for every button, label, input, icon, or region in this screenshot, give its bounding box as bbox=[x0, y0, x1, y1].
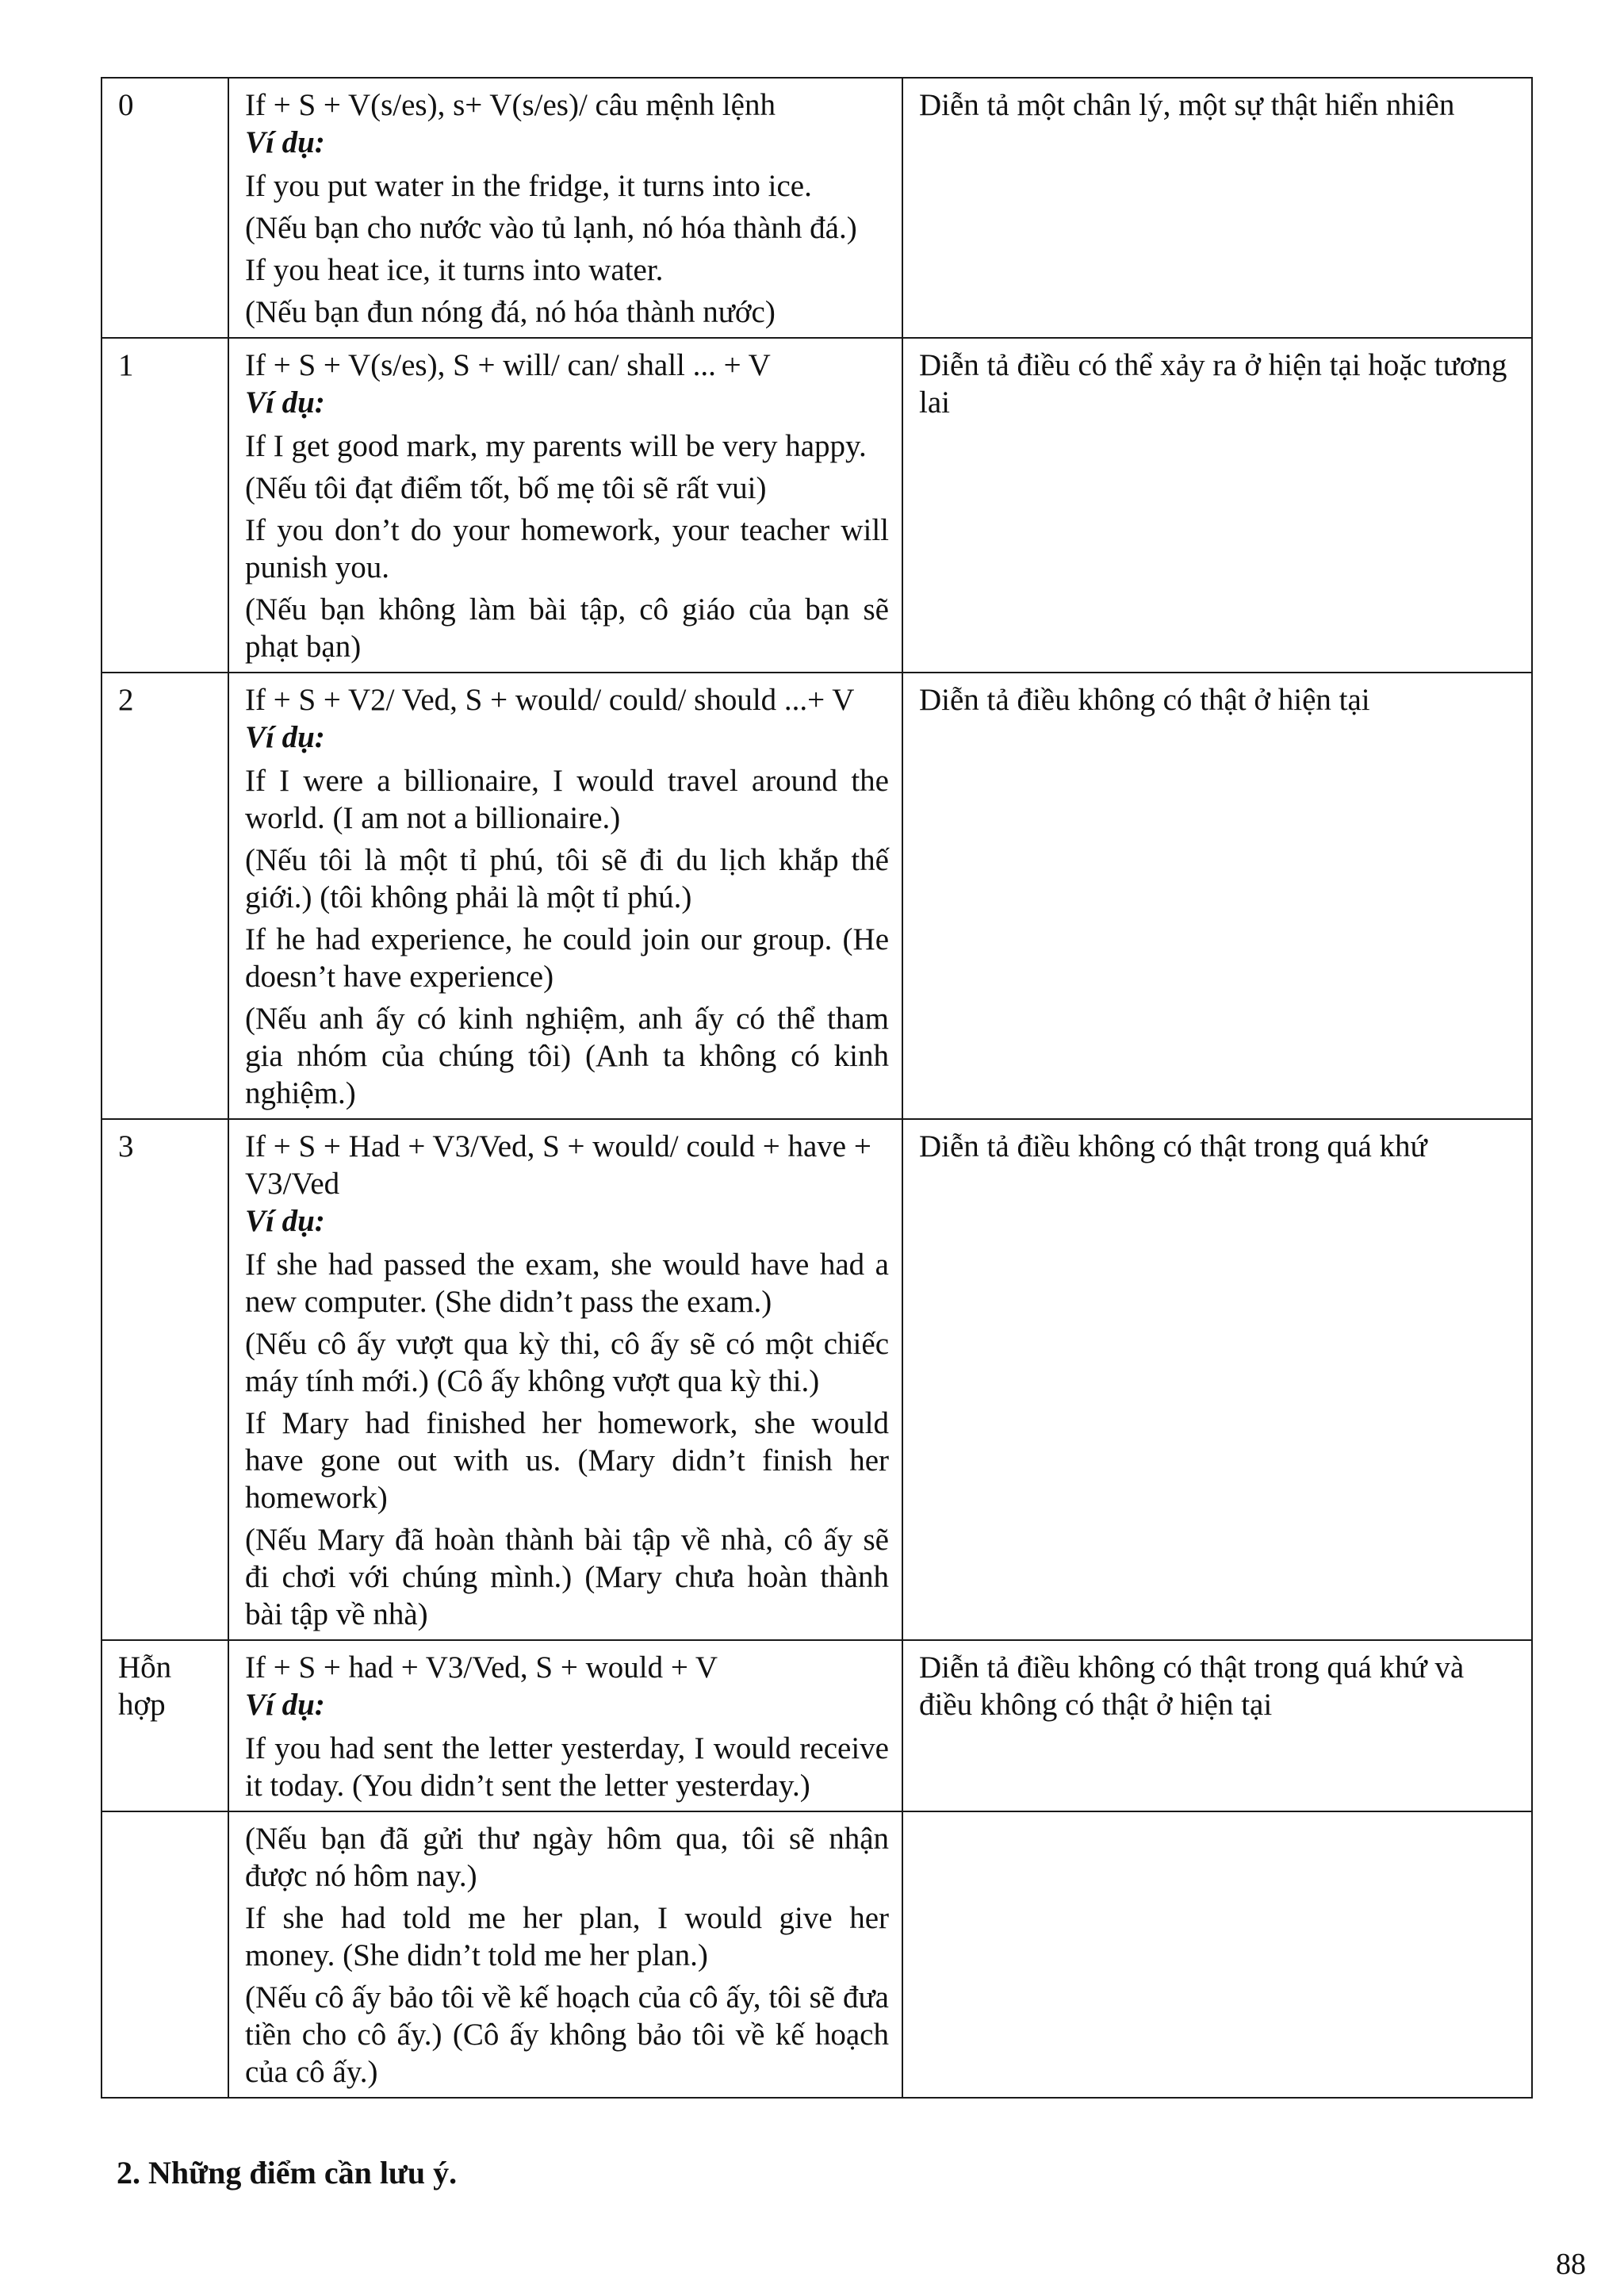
example-sentence: (Nếu Mary đã hoàn thành bài tập về nhà, cô ấy sẽ đi chơi với chúng mình.) (Mary chưa hoàn thành bài tập về nhà) bbox=[245, 1523, 889, 1631]
conditional-table bbox=[101, 77, 1533, 2099]
example-sentence: If you put water in the fridge, it turns into ice. bbox=[245, 169, 812, 203]
example-label: Ví dụ: bbox=[245, 385, 325, 420]
usage-cell: Diễn tả điều không có thật ở hiện tại bbox=[902, 673, 1532, 1119]
example-sentence: If I were a billionaire, I would travel around the world. (I am not a billionaire.) bbox=[245, 764, 889, 835]
example-sentence: (Nếu cô ấy bảo tôi về kế hoạch của cô ấy, tôi sẽ đưa tiền cho cô ấy.) (Cô ấy không bảo tôi về kế hoạch của cô ấy.) bbox=[245, 1980, 889, 2089]
table-row bbox=[102, 338, 1532, 673]
usage-cell: Diễn tả một chân lý, một sự thật hiển nhiên bbox=[902, 78, 1532, 338]
table-row bbox=[102, 1811, 1532, 2098]
type-cell: 1 bbox=[102, 338, 228, 673]
form-cell bbox=[228, 673, 902, 1119]
example-sentence: (Nếu bạn không làm bài tập, cô giáo của bạn sẽ phạt bạn) bbox=[245, 592, 889, 664]
example-sentence: (Nếu cô ấy vượt qua kỳ thi, cô ấy sẽ có một chiếc máy tính mới.) (Cô ấy không vượt qua kỳ thi.) bbox=[245, 1327, 889, 1398]
formula: If + S + V(s/es), S + will/ can/ shall ... + V bbox=[245, 348, 771, 382]
form-cell bbox=[228, 1119, 902, 1640]
example-sentence: If she had passed the exam, she would have had a new computer. (She didn’t pass the exam.) bbox=[245, 1248, 889, 1319]
form-cell bbox=[228, 78, 902, 338]
example-sentence: (Nếu tôi là một tỉ phú, tôi sẽ đi du lịch khắp thế giới.) (tôi không phải là một tỉ phú.) bbox=[245, 843, 889, 914]
type-cell: 3 bbox=[102, 1119, 228, 1640]
example-sentence: (Nếu tôi đạt điểm tốt, bố mẹ tôi sẽ rất vui) bbox=[245, 471, 767, 505]
example-sentence: If you don’t do your homework, your teacher will punish you. bbox=[245, 513, 889, 585]
table-row bbox=[102, 1119, 1532, 1640]
example-sentence: (Nếu bạn đã gửi thư ngày hôm qua, tôi sẽ nhận được nó hôm nay.) bbox=[245, 1822, 889, 1893]
example-label: Ví dụ: bbox=[245, 720, 325, 754]
example-sentence: If she had told me her plan, I would give her money. (She didn’t told me her plan.) bbox=[245, 1901, 889, 1972]
example-sentence: If I get good mark, my parents will be very happy. bbox=[245, 429, 867, 463]
formula: If + S + Had + V3/Ved, S + would/ could + have + V3/Ved bbox=[245, 1129, 871, 1201]
table-row bbox=[102, 1640, 1532, 1811]
example-sentence: If Mary had finished her homework, she would have gone out with us. (Mary didn’t finish her homework) bbox=[245, 1406, 889, 1515]
example-label: Ví dụ: bbox=[245, 1688, 325, 1722]
usage-cell: Diễn tả điều có thể xảy ra ở hiện tại hoặc tương lai bbox=[902, 338, 1532, 673]
usage-cell: Diễn tả điều không có thật trong quá khứ bbox=[902, 1119, 1532, 1640]
form-cell bbox=[228, 338, 902, 673]
table-row bbox=[102, 78, 1532, 338]
type-cell: Hỗn hợp bbox=[102, 1640, 228, 1811]
formula: If + S + had + V3/Ved, S + would + V bbox=[245, 1650, 718, 1685]
section-heading: 2. Những điểm cần lưu ý. bbox=[117, 2155, 458, 2191]
example-sentence: If you had sent the letter yesterday, I would receive it today. (You didn’t sent the letter yesterday.) bbox=[245, 1731, 889, 1803]
usage-cell bbox=[902, 1811, 1532, 2098]
example-sentence: If you heat ice, it turns into water. bbox=[245, 253, 664, 287]
form-cell bbox=[228, 1640, 902, 1811]
example-sentence: (Nếu bạn đun nóng đá, nó hóa thành nước) bbox=[245, 295, 776, 329]
usage-cell: Diễn tả điều không có thật trong quá khứ và điều không có thật ở hiện tại bbox=[902, 1640, 1532, 1811]
page-number: 88 bbox=[1556, 2248, 1586, 2281]
type-cell bbox=[102, 1811, 228, 2098]
example-label: Ví dụ: bbox=[245, 1204, 325, 1238]
type-cell: 0 bbox=[102, 78, 228, 338]
form-cell bbox=[228, 1811, 902, 2098]
formula: If + S + V2/ Ved, S + would/ could/ should ...+ V bbox=[245, 683, 855, 717]
table-row bbox=[102, 673, 1532, 1119]
example-sentence: If he had experience, he could join our group. (He doesn’t have experience) bbox=[245, 922, 889, 994]
example-sentence: (Nếu bạn cho nước vào tủ lạnh, nó hóa thành đá.) bbox=[245, 211, 857, 245]
example-label: Ví dụ: bbox=[245, 125, 325, 159]
example-sentence: (Nếu anh ấy có kinh nghiệm, anh ấy có thể tham gia nhóm của chúng tôi) (Anh ta không có kinh nghiệm.) bbox=[245, 1002, 889, 1110]
type-cell: 2 bbox=[102, 673, 228, 1119]
formula: If + S + V(s/es), s+ V(s/es)/ câu mệnh lệnh bbox=[245, 88, 776, 122]
